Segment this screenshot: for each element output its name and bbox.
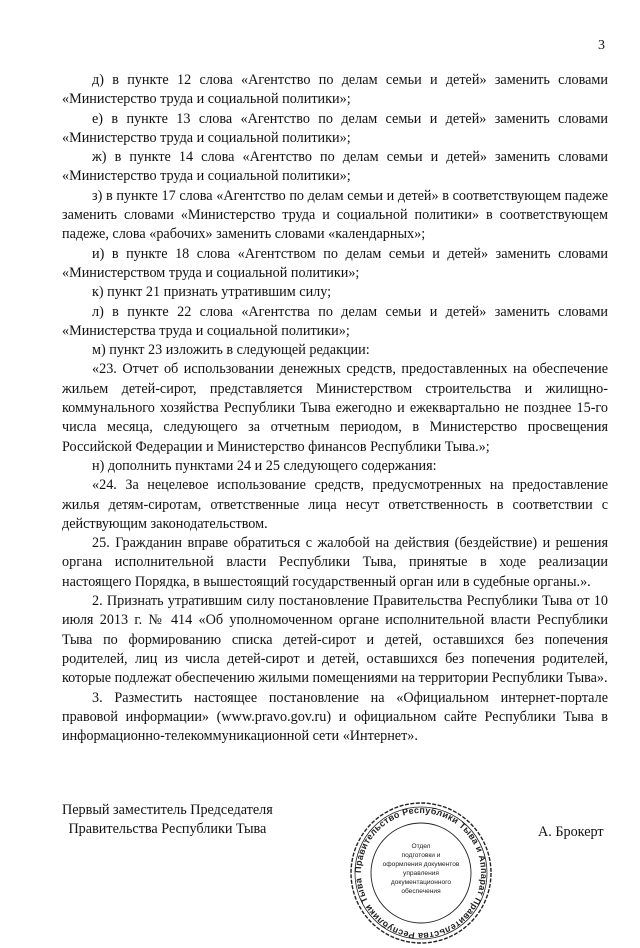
signatory-name: А. Брокерт <box>538 824 604 840</box>
position-line-2: Правительства Республики Тыва <box>68 821 267 837</box>
paragraph-e: е) в пункте 13 слова «Агентство по делам семьи и детей» заменить словами «Министерство труда и социальной политики»; <box>62 110 608 146</box>
paragraph-zh: ж) в пункте 14 слова «Агентство по делам семьи и детей» заменить словами «Министерство труда и социальной политики»; <box>62 149 608 185</box>
signature-block <box>62 801 608 942</box>
position-line-1: Первый заместитель Председателя <box>62 802 273 818</box>
paragraph-k: к) пункт 21 признать утратившим силу; <box>92 284 332 301</box>
paragraph-2: 2. Признать утратившим силу постановление Правительства Республики Тыва от 10 июля 2013 г. № 414 «Об уполномоченном органе исполнительной власти Республики Тыва по формированию списка детей-сирот и детей, оставшихся без попечения родителей, лиц из числа детей-сирот и детей, оставшихся без попечения родителей, которые подлежат обеспечению жилыми помещениями на территории Республики Тыва». <box>62 593 608 687</box>
paragraph-l: л) в пункте 22 слова «Агентства по делам семьи и детей» заменить словами «Министерства труда и социальной политики»; <box>62 303 608 339</box>
official-stamp <box>346 798 496 948</box>
stamp-line-4: управления <box>403 870 439 877</box>
paragraph-3: 3. Разместить настоящее постановление на «Официальном интернет-портале правовой информации» (www.pravo.gov.ru) и официальном сайте Республики Тыва в информационно-телекоммуникационной сети «Интернет». <box>62 689 608 745</box>
paragraph-i: и) в пункте 18 слова «Агентством по делам семьи и детей» заменить словами «Министерством труда и социальной политики»; <box>62 245 608 281</box>
stamp-ring-text: Правительство Республики Тыва и Аппарат Правительства Республики Тыва <box>352 804 490 942</box>
stamp-line-5: документационного <box>390 879 452 886</box>
stamp-line-3: оформления документов <box>382 861 460 868</box>
document-body <box>62 71 608 746</box>
stamp-line-1: Отдел <box>411 843 431 850</box>
paragraph-m: м) пункт 23 изложить в следующей редакции: <box>92 342 370 359</box>
paragraph-25: 25. Гражданин вправе обратиться с жалобой на действия (бездействие) и решения органа исполнительной власти Республики Тыва, принятые в ходе реализации настоящего Порядка, в вышестоящий государственный орган или в судебные органы.». <box>62 535 608 590</box>
paragraph-z: з) в пункте 17 слова «Агентство по делам семьи и детей» в соответствующем падеже заменить словами «Министерство труда и социальной политики» в соответствующем падеже, слова «рабочих» заменить словами «календарных»; <box>62 187 608 243</box>
paragraph-24: «24. За нецелевое использование средств, предусмотренных на предоставление жилья детям-сиротам, ответственные лица несут ответственность в соответствии с действующим законодательством. <box>62 477 608 532</box>
page-number: 3 <box>598 38 605 53</box>
stamp-line-2: подготовки и <box>401 852 441 859</box>
paragraph-n: н) дополнить пунктами 24 и 25 следующего содержания: <box>92 457 437 474</box>
paragraph-d: д) в пункте 12 слова «Агентство по делам семьи и детей» заменить словами «Министерство труда и социальной политики»; <box>62 72 608 108</box>
stamp-line-6: обеспечения <box>401 888 441 895</box>
signatory-position <box>62 801 273 839</box>
paragraph-23: «23. Отчет об использовании денежных средств, предоставленных на обеспечение жильем детей-сирот, представляется Министерством строительства и жилищно-коммунального хозяйства Республики Тыва ежегодно и ежеквартально не позднее 15-го числа месяца, следующего за отчетным периодом, в Министерство просвещения Российской Федерации и Министерство финансов Республики Тыва.»; <box>62 361 608 455</box>
